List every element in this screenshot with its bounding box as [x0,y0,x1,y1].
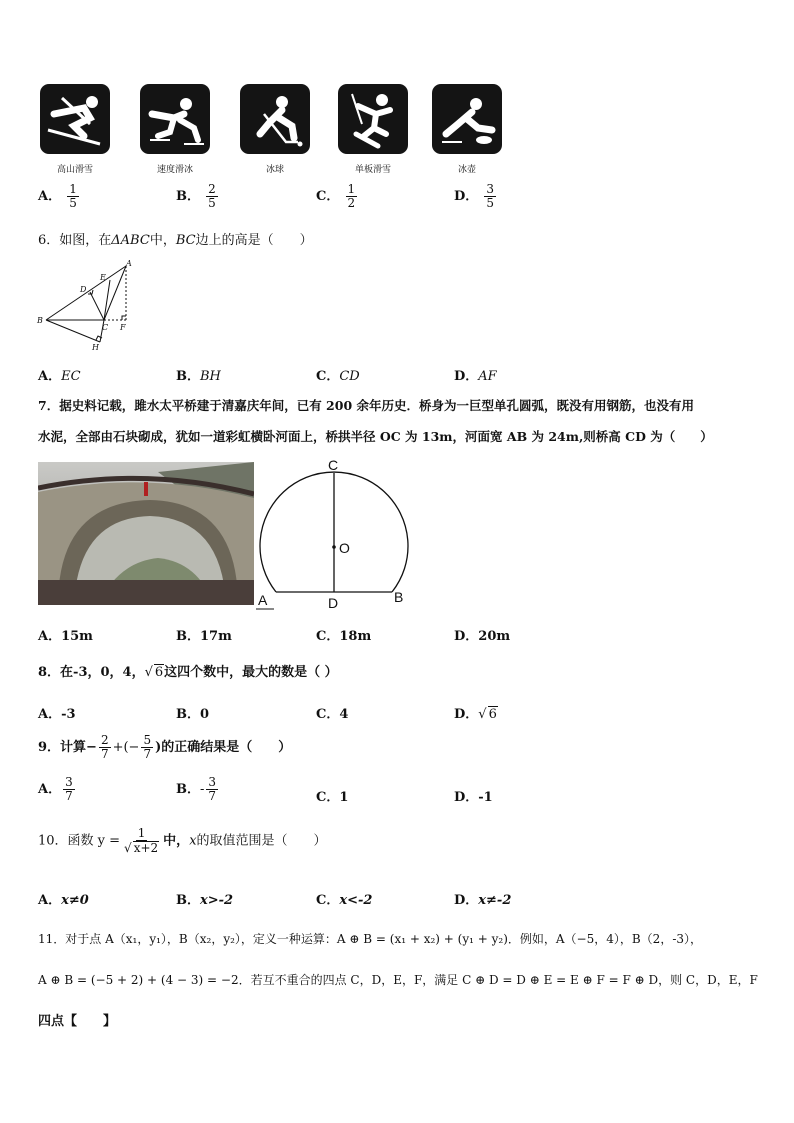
option-text: 4 [339,707,349,722]
option-text: 15m [61,629,93,644]
sqrt-radicand: x+2 [133,841,159,855]
q7-option-c[interactable] [316,625,371,644]
sport-caption: 冰球 [265,165,284,175]
q9-stem [38,734,291,761]
numerator: 2 [100,733,109,747]
sqrt-radicand: 6 [488,707,497,722]
q10-option-a[interactable] [38,889,89,908]
denominator: 5 [208,196,216,210]
stem-text: 8．在-3，0，4， [38,665,145,680]
q7-option-b[interactable] [176,625,232,644]
sport-card-1 [40,84,110,175]
q7-stem-line1: 7．据史料记载，雎水太平桥建于清嘉庆年间，已有 200 余年历史．桥身为一巨型单孔圆弧，既没有用钢筋，也没有用 [38,398,694,413]
q5-option-d[interactable] [454,183,498,210]
stem-text: )的正确结果是（ ） [155,740,292,755]
fraction [99,734,111,761]
numerator: 3 [65,775,73,789]
q7-option-d[interactable] [454,625,510,644]
option-text: 1 [339,790,349,805]
math-expr: ΔABC [111,233,150,248]
sports-pictogram-row [40,84,510,179]
numerator: 3 [208,775,217,789]
math-var: x [189,833,197,849]
q11-stem-line1: 11．对于点 A（x₁，y₁），B（x₂，y₂），定义一种运算：A ⊕ B = (x₁ + x₂) + (y₁ + y₂)．例如，A（−5，4），B（2，-3）， [38,932,703,946]
label-d: D [80,285,87,294]
ice-hockey-icon [240,84,310,154]
q6-triangle-figure [36,258,136,352]
numerator: 5 [143,733,152,747]
numerator: 3 [486,182,495,196]
option-letter: A． [38,707,62,722]
denominator: 2 [347,196,356,210]
q6-option-b[interactable] [176,365,221,384]
sport-card-4 [338,84,408,175]
q7-option-a[interactable] [38,625,93,644]
option-letter: A． [38,189,62,204]
q5-option-a[interactable] [38,183,81,210]
option-text: EC [61,369,81,384]
option-letter: C． [316,369,340,384]
sign: - [200,782,205,797]
option-letter: C． [316,893,340,908]
sport-card-3 [240,84,310,175]
numerator: 2 [208,182,216,196]
sport-caption: 速度滑冰 [156,165,193,175]
option-letter: B． [176,782,200,797]
q7-arch-diagram [254,455,414,615]
stem-text: 边上的高是（ ） [195,233,313,248]
numerator: 1 [347,182,356,196]
label-b: B [394,589,404,605]
denominator: 7 [65,789,73,803]
q9-option-a[interactable] [38,776,77,803]
option-text: x≠-2 [478,893,512,908]
q8-stem: 8．在-3，0，4，√ 6这四个数中，最大的数是（ ） [38,665,338,680]
q11-stem-line3: 四点【 】 [38,1014,117,1029]
option-text: AF [478,369,497,384]
q6-stem [38,229,313,248]
q6-option-d[interactable] [454,365,497,384]
q9-option-b[interactable] [176,776,220,803]
fraction [206,183,218,210]
label-f: F [120,323,126,332]
option-text: x<-2 [339,893,373,908]
bridge-photo [38,462,254,605]
fraction [63,776,75,803]
fraction [484,183,496,210]
label-o: O [339,540,350,556]
option-text: 17m [200,629,232,644]
q10-option-d[interactable] [454,889,511,908]
snowboard-icon [338,84,408,154]
q11-stem-line2: A ⊕ B = (−5 + 2) + (4 − 3) = −2．若互不重合的四点 C，D，E，F，满足 C ⊕ D = D ⊕ E = E ⊕ F = F ⊕ D，则 C，D，E，F [38,973,758,987]
label-a: A [258,592,268,608]
sport-caption: 冰壶 [457,165,476,175]
option-letter: A． [38,893,62,908]
label-e: E [100,273,106,282]
label-a: A [126,259,132,268]
stem-text: 的取值范围是（ ） [196,833,327,849]
sport-caption: 单板滑雪 [354,165,391,175]
option-letter: B． [176,893,200,908]
sport-caption: 高山滑雪 [56,165,93,175]
denominator: 7 [100,747,109,761]
sqrt-radicand: 6 [154,665,164,680]
sport-card-2 [140,84,210,175]
fraction [141,734,153,761]
option-letter: D． [454,893,479,908]
q10-option-b[interactable] [176,889,233,908]
q8-option-b[interactable] [176,703,209,722]
stem-text: 中， [163,833,190,849]
option-letter: C． [316,790,340,805]
q5-option-b[interactable] [176,183,220,210]
q10-option-c[interactable] [316,889,372,908]
option-letter: D． [454,629,479,644]
option-text: -3 [61,707,76,722]
stem-text: 这四个数中，最大的数是（ ） [164,665,338,680]
option-text: x≠0 [61,893,89,908]
q9-option-d[interactable] [454,786,493,805]
fraction [206,776,218,803]
speed-skating-icon [140,84,210,154]
option-letter: B． [176,189,200,204]
option-letter: A． [38,369,62,384]
q9-option-c[interactable] [316,786,348,805]
label-c: C [102,323,109,332]
label-h: H [92,343,99,352]
option-letter: D． [454,189,479,204]
label-c: C [328,457,339,473]
option-text: 18m [339,629,372,644]
option-text: CD [339,369,360,384]
q6-option-c[interactable] [316,365,360,384]
q5-option-c[interactable] [316,183,359,210]
denominator: 5 [69,196,77,210]
fraction [122,827,161,855]
numerator: 1 [137,826,146,840]
denominator: 5 [486,196,495,210]
q8-option-d[interactable]: D．√ 6 [454,707,497,722]
label-b: B [37,316,43,325]
option-letter: D． [454,369,479,384]
option-text: 0 [200,707,210,722]
option-letter: A． [38,629,62,644]
option-letter: C． [316,707,340,722]
option-letter: B． [176,369,200,384]
denominator: √ x+2 [124,841,159,855]
option-text: BH [200,369,221,384]
option-text: 20m [478,629,511,644]
denominator: 7 [208,789,217,803]
curling-icon [432,84,502,154]
option-text: -1 [478,790,493,805]
q6-option-a[interactable] [38,365,81,384]
stem-text: 10．函数 y = [38,833,121,849]
q10-stem [38,827,327,855]
fraction [346,183,358,210]
option-letter: B． [176,629,200,644]
stem-text: 6．如图，在 [38,233,112,248]
option-letter: D． [454,707,479,722]
operator: +(− [112,740,140,755]
label-d: D [328,595,339,611]
option-letter: B． [176,707,200,722]
stem-text: 中， [149,233,176,248]
math-expr: BC [175,233,196,248]
alpine-skiing-icon [40,84,110,154]
q7-stem-line2: 水泥，全部由石块砌成，犹如一道彩虹横卧河面上，桥拱半径 OC 为 13m，河面宽 AB 为 24m,则桥高 CD 为（ ） [38,429,713,444]
fraction [67,183,79,210]
option-text: x>-2 [200,893,234,908]
denominator: 7 [143,747,152,761]
option-letter: C． [316,189,340,204]
sport-card-5 [432,84,502,175]
option-letter: C． [316,629,340,644]
option-letter: A． [38,782,62,797]
option-letter: D． [454,790,479,805]
stem-text: 9．计算− [38,740,97,755]
q8-option-a[interactable] [38,703,76,722]
numerator: 1 [69,182,77,196]
q8-option-c[interactable] [316,703,348,722]
